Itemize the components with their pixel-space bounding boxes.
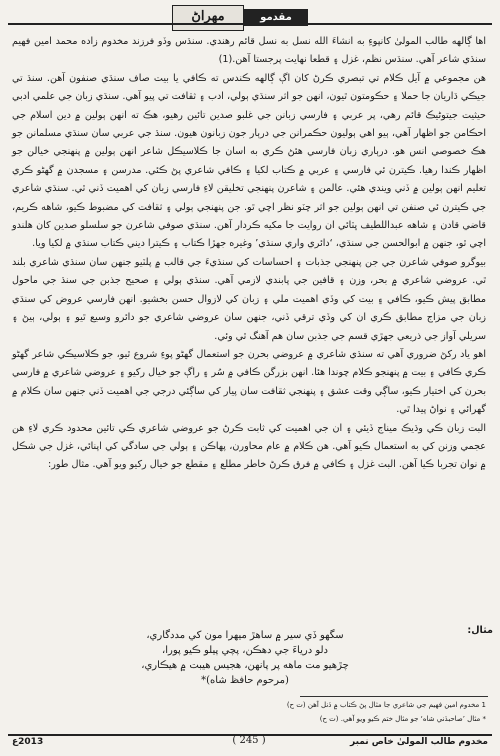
footnote: * مثال ’صاحبڏني شاه‘ جو مثال ختم ڪيو ويو آهي. (ت ح) bbox=[319, 715, 486, 723]
example-label: مثال: bbox=[467, 625, 493, 636]
paragraph: البت زبان ڪي وڌيڪ ميناج ڏيئي ۽ ان جي اهميت کي ثابت ڪرڻ جو عروضي شاعري ڪي تائين محدود ڪري لاءِ هن عجمي وزنن کي به استعمال ڪيو آهي. هن ڪلام ۾ عام محاورن، پهاڪن ۽ ٻولي جي سادگي کي اپنائي، غزل جي شڪل ۾ نوان تجربا ڪيا آهن. البت غزل ۽ ڪافي ۾ فرق ڪرڻ خاطر مطلع ۽ مقطع جو خيال رکيو ويو آهي. مثال طور: bbox=[12, 422, 486, 471]
footer-title: مخدوم طالب المولىٰ خاص نمبر bbox=[349, 737, 488, 747]
page-number: ( 245 ) bbox=[232, 735, 266, 746]
verse-attribution: (مرحوم حافظ شاه)* bbox=[201, 675, 289, 686]
paragraph: اها ڳالهه طالب المولىٰ کانپوءِ به انشاءَ الله نسل به نسل قائم رهندي. سنڌس وڏو فرزند مخدوم زاده محمد امين فهيم سنڌي شاعر آهي. سنڌس نظم، غزل ۽ قطعا نهايت پرجستا آهن.(1) bbox=[12, 36, 486, 66]
header-section-label: مقدمو bbox=[244, 9, 308, 26]
header-calligraphy: مهراڻ bbox=[172, 5, 244, 31]
footer-year: 2013ع bbox=[12, 737, 44, 747]
footnote-rule bbox=[300, 696, 488, 697]
paragraph: اهو ياد رکڻ ضروري آهي ته سنڌي شاعري ۾ عروضي بحرن جو استعمال گهڻو پوءِ شروع ٿيو، جو ڪلاسيڪي شاعر گهڻو ڪري ڪافي ۽ بيت ۾ پنهنجو ڪلام چوندا هئا. انهن بزرگن ڪافي ۾ سُر ۽ راڳ جو خيال رکيو ۽ عروضي شاعري ۾ فارسي بحرن کي اختيار ڪيو، ساڳي وقت عشق ۽ پنهنجي ثقافت سان پيار کي ساڳئي درجي جي اهميت ڏني جنهن سان ڪلام ۾ گهرائي ۽ نواڻ پيدا ٿي. bbox=[12, 348, 486, 416]
verse-block bbox=[120, 628, 370, 688]
verse-line: سگهو ڏي سير ۾ ساهڙ ميهرا مون کي مددگاري، bbox=[146, 630, 344, 641]
header-rule bbox=[8, 23, 492, 25]
body-text bbox=[12, 33, 486, 475]
footnote: 1 مخدوم امين فهيم جي شاعري جا مثال پڻ ڪتاب ۾ ڏنل آهن (ت ح) bbox=[286, 701, 486, 709]
verse-line: چڙهيو مت ماهه پر پانهن، هجيس هيبت ۾ هيڪاري، bbox=[141, 660, 349, 671]
verse-line: دلو درياءَ جي دهڪن، پچي پيلو ڪيو پورا، bbox=[162, 645, 328, 656]
paragraph: بيوگرو صوفي شاعرن جي جن پنهنجي جذبات ۽ احساسات کي سنڌيءَ جي قالب ۾ پلٽيو جنهن سان سنڌي شاعري بلند ٿي. عروضي شاعري ۾ بحر، وزن ۽ قافين جي پابندي لازمي آهي. سنڌي ٻولي ۽ صحيح جذبن جي سنڌ جي ماحول مطابق پيش ڪيو، ڪافي ۽ بيت کي وڏي اهميت ملي ۽ زبان کي لازوال حسن بخشيو. انهن فارسي عروض کي سنڌي زبان جي مزاج مطابق ڪري ان کي وڏي ترقي ڏني، جنهن سان عروضي شاعري جو دائرو وسيع ٿيو ۽ ٻولي، ٻيڻ ۽ سريلي آواز جي ذريعي جهڙي قسم جي جذبن سان هم آهنگ ٿي وئي. bbox=[12, 256, 486, 342]
paragraph: هن مجموعي ۾ آيل ڪلام تي تبصري ڪرڻ کان اڳ ڳالهه ڪندس ته ڪافي يا بيت صاف سنڌي صنفون آهن. سنڌ تي جيڪي ڌاريان جا حملا ۽ حڪومتون ٿيون، انهن جو اثر سنڌي ٻولي، ادب ۽ ثقافت تي پيو آهي. سنڌي زبان جي علمي ادبي حيثيت جيتوڻيڪ قائم رهي، پر عربي ۽ فارسي زبانن جي غلبو صدين تائين رهيو، هڪ ته انهن ٻولين ۾ دين اسلام جي احڪامن جو اظهار آهي، ٻيو اهي ٻوليون حڪمرانن جي درٻار جون زبانون هيون. سنڌ جي عربي سان سنڌي مسلمانن جو هڪ خصوصي انس هو. درٻاري زبان فارسي هئڻ ڪري به اسان جا ڪلاسيڪل شاعر انهن ٻولين ۾ پنهنجي خيالن جو اظهار ڪندا رهيا. ڪيترن ئي فارسي ۽ عربي ۾ ڪتاب لکيا ۽ ڪافي شاعري پڻ ڪئي. مدرسن ۽ مسجدن ۾ گهڻو ڪري تعليم انهن ٻولين ۾ ڏني ويندي هئي. عالمن ۽ شاعرن پنهنجي تخليقن لاءِ فارسي زبان کي اهميت ڏني ٿي. سنڌي شاعري جي ڪيترن ئي صنفن تي انهن ٻولين جو اثر چٽو نظر اچي ٿو. جن پنهنجي ٻولي ۽ ثقافت کي مضبوط ڪيو، شاهه ڪريم، قاضي قادن ۽ شاهه عبداللطيف ڀٽائي ان روايت جا مکيه ڪردار آهن. سنڌي صوفي شاعرن جو سلسلو صدين کان هلندو اچي ٿو، جنهن ۾ ابوالحسن جي سنڌي، ‘دائري واري سنڌي’ وغيره جهڙا ڪتاب ۽ ڪيترا ديني ڪتاب سنڌي ۾ لکيا ويا. bbox=[12, 72, 486, 250]
